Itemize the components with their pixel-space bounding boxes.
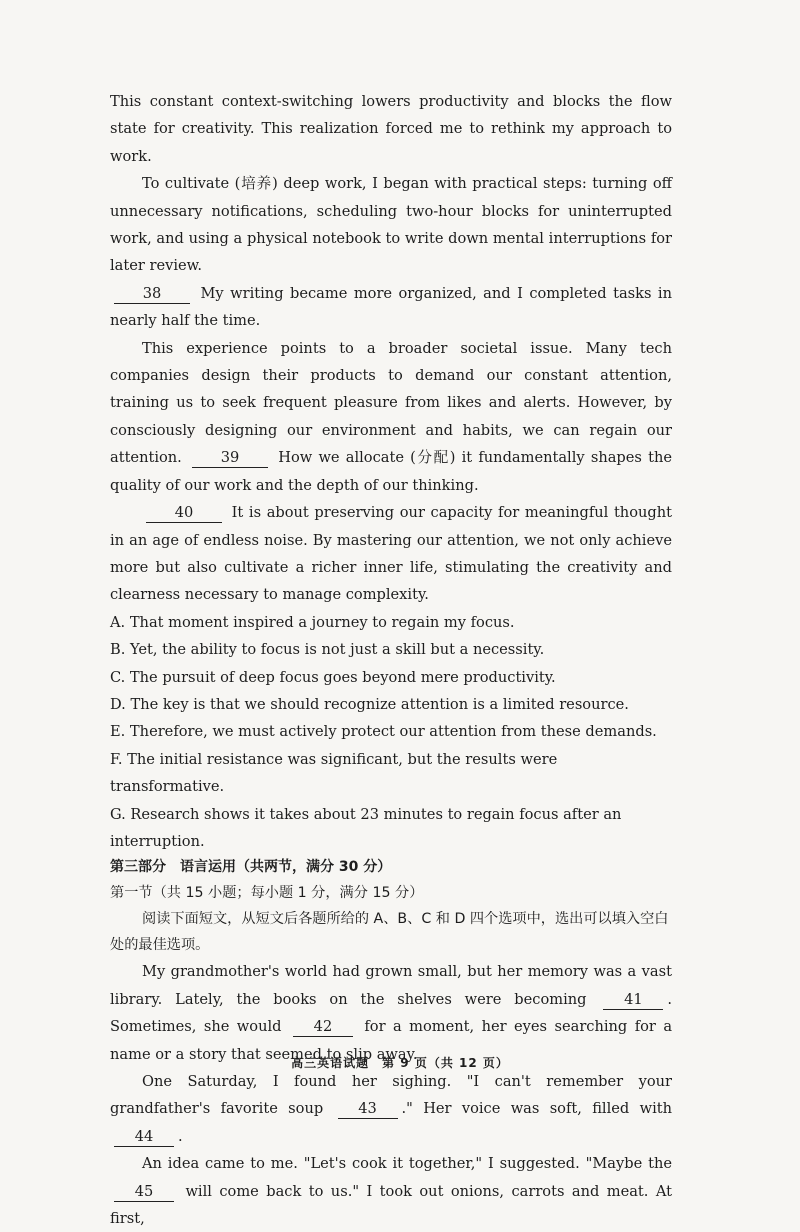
cloze-text: One Saturday, I found her sighing. "I can't remember your grandfather's favorite soup (110, 1073, 672, 1118)
cloze-text: ." Her voice was soft, filled with (401, 1100, 672, 1118)
cloze-text: . (178, 1127, 183, 1145)
passage-paragraph: To cultivate (培养) deep work, I began with practical steps: turning off unnecessary notifications, scheduling two-hour blocks for uninterrupted work, and using a physical notebook to write down mental interruptions for later review. (110, 175, 672, 275)
passage-text: My writing became more organized, and I completed tasks in nearly half the time. (110, 284, 673, 330)
cloze-paragraph (110, 1068, 672, 1150)
cloze-text: My grandmother's world had grown small, but her memory was a vast library. Lately, the books on the shelves were becoming (110, 963, 672, 1008)
page-footer: 高三英语试题 第 9 页（共 12 页） (291, 1056, 509, 1070)
part3-heading: 第三部分 语言运用（共两节，满分 30 分） (110, 859, 392, 876)
blank-44[interactable]: 44 (114, 1128, 174, 1147)
option-b: B. Yet, the ability to focus is not just a skill but a necessity. (110, 641, 545, 659)
blank-45[interactable]: 45 (114, 1183, 174, 1202)
passage-paragraph (110, 280, 672, 335)
option-e: E. Therefore, we must actively protect our attention from these demands. (110, 723, 657, 741)
blank-40[interactable]: 40 (146, 504, 222, 523)
instruction-text: 阅读下面短文，从短文后各题所给的 A、B、C 和 D 四个选项中，选出可以填入空白处的最佳选项。 (110, 911, 669, 954)
blank-39[interactable]: 39 (192, 449, 268, 468)
blank-43[interactable]: 43 (338, 1100, 398, 1119)
blank-38[interactable]: 38 (114, 285, 190, 304)
cloze-text: for a moment, her eyes searching for a name or a story that seemed to slip away. (110, 1018, 673, 1063)
section1-heading: 第一节（共 15 小题；每小题 1 分，满分 15 分） (110, 885, 424, 902)
passage-text: How we allocate (分配) it fundamentally shapes the quality of our work and the depth of our thinking. (110, 449, 672, 494)
passage-paragraph: This constant context-switching lowers productivity and blocks the flow state for creativity. This realization forced me to rethink my approach to work. (110, 93, 672, 165)
cloze-paragraph (110, 1150, 672, 1232)
option-g: G. Research shows it takes about 23 minutes to regain focus after an interruption. (110, 805, 622, 850)
option-c: C. The pursuit of deep focus goes beyond mere productivity. (110, 668, 556, 686)
option-a: A. That moment inspired a journey to regain my focus. (110, 613, 515, 631)
blank-42[interactable]: 42 (293, 1018, 353, 1037)
passage-text: This experience points to a broader societal issue. Many tech companies design their products to demand our constant attention, training us to seek frequent pleasure from likes and alerts. However, by consciously designing our environment and habits, we can regain our attention. (110, 339, 672, 467)
cloze-text: . Sometimes, she would (110, 990, 672, 1036)
passage-paragraph (110, 335, 672, 499)
blank-41[interactable]: 41 (603, 991, 663, 1010)
option-f: F. The initial resistance was significant, but the results were transformative. (110, 750, 558, 796)
cloze-text: An idea came to me. "Let's cook it together," I suggested. "Maybe the (142, 1155, 672, 1173)
option-d: D. The key is that we should recognize attention is a limited resource. (110, 695, 629, 713)
cloze-text: will come back to us." I took out onions, carrots and meat. At first, (110, 1182, 672, 1228)
passage-paragraph (110, 499, 672, 609)
cloze-paragraph (110, 958, 672, 1068)
passage-text: It is about preserving our capacity for meaningful thought in an age of endless noise. By mastering our attention, we not only achieve more but also cultivate a richer inner life, stimulating the creativity and clearness necessary to manage complexity. (110, 504, 672, 604)
